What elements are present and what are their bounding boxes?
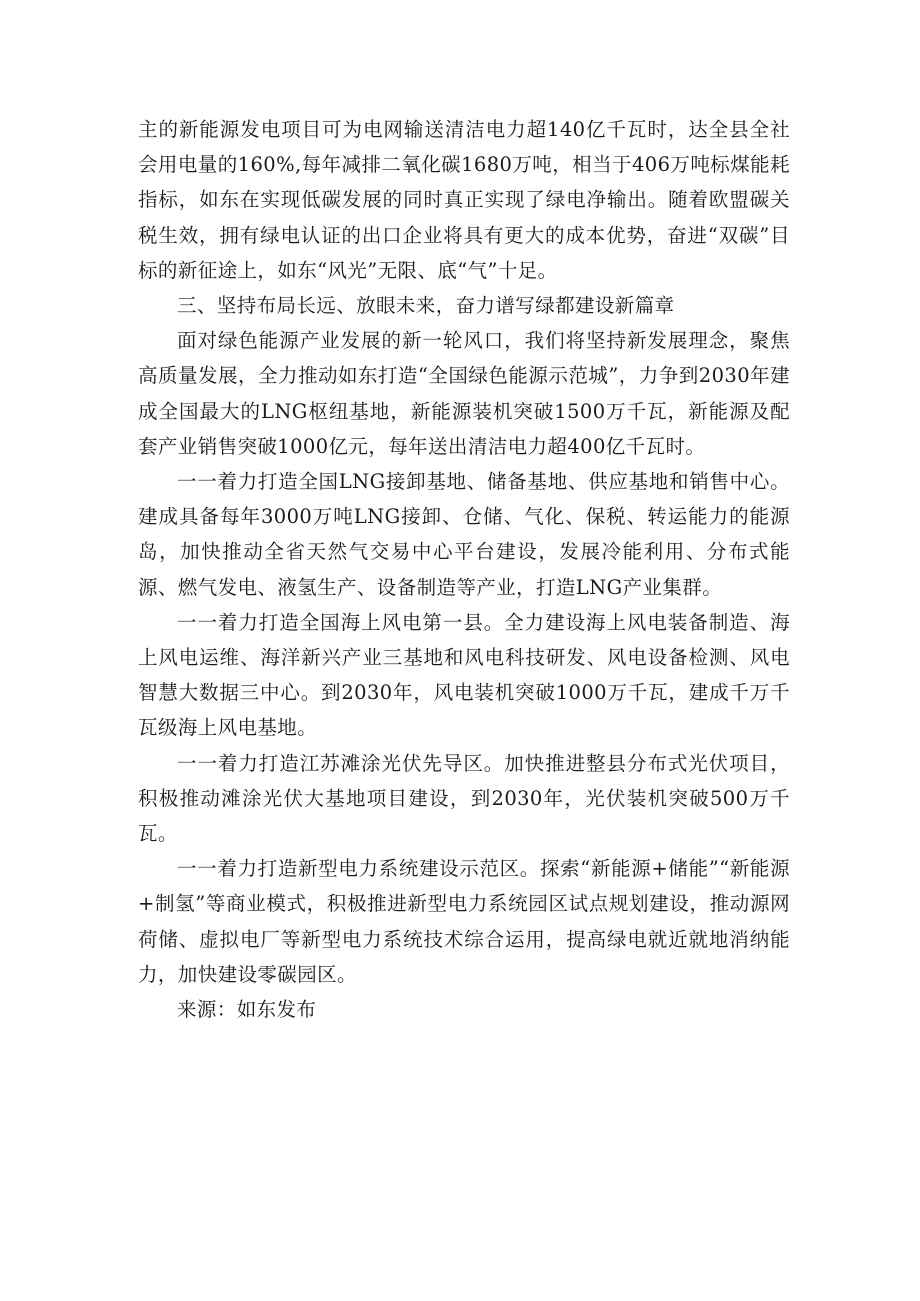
source-attribution: 来源：如东发布 — [177, 998, 317, 1022]
paragraph-development-goals: 面对绿色能源产业发展的新一轮风口，我们将坚持新发展理念，聚焦高质量发展，全力推动如东打造“全国绿色能源示范城”，力争到2030年建成全国最大的LNG枢纽基地，新能源装机突破1500万千瓦，新能源及配套产业销售突破1000亿元，每年送出清洁电力超400亿千瓦时。 — [138, 329, 790, 458]
paragraph-solar-pilot: 一一着力打造江苏滩涂光伏先导区。加快推进整县分布式光伏项目，积极推动滩涂光伏大基地项目建设，到2030年，光伏装机突破500万千瓦。 — [138, 751, 790, 846]
paragraph-emissions-summary: 主的新能源发电项目可为电网输送清洁电力超140亿千瓦时，达全县全社会用电量的160%,每年减排二氧化碳1680万吨，相当于406万吨标煤能耗指标，如东在实现低碳发展的同时真正实现了绿电净输出。随着欧盟碳关税生效，拥有绿电认证的出口企业将具有更大的成本优势，奋进“双碳”目标的新征途上，如东“风光”无限、底“气”十足。 — [138, 118, 790, 282]
paragraph-lng-base: 一一着力打造全国LNG接卸基地、储备基地、供应基地和销售中心。建成具备每年3000万吨LNG接卸、仓储、气化、保税、转运能力的能源岛，加快推动全省天然气交易中心平台建设，发展冷能利用、分布式能源、燃气发电、液氢生产、设备制造等产业，打造LNG产业集群。 — [138, 470, 790, 599]
paragraph-power-system: 一一着力打造新型电力系统建设示范区。探索“新能源+储能”“新能源+制氢”等商业模式，积极推进新型电力系统园区试点规划建设，推动源网荷储、虚拟电厂等新型电力系统技术综合运用，提高绿电就近就地消纳能力，加快建设零碳园区。 — [138, 857, 790, 986]
paragraph-offshore-wind: 一一着力打造全国海上风电第一县。全力建设海上风电装备制造、海上风电运维、海洋新兴产业三基地和风电科技研发、风电设备检测、风电智慧大数据三中心。到2030年，风电装机突破1000万千瓦，建成千万千瓦级海上风电基地。 — [138, 610, 790, 740]
section-heading-three: 三、坚持布局长远、放眼未来，奋力谱写绿都建设新篇章 — [177, 294, 675, 318]
document-body — [138, 112, 790, 1027]
